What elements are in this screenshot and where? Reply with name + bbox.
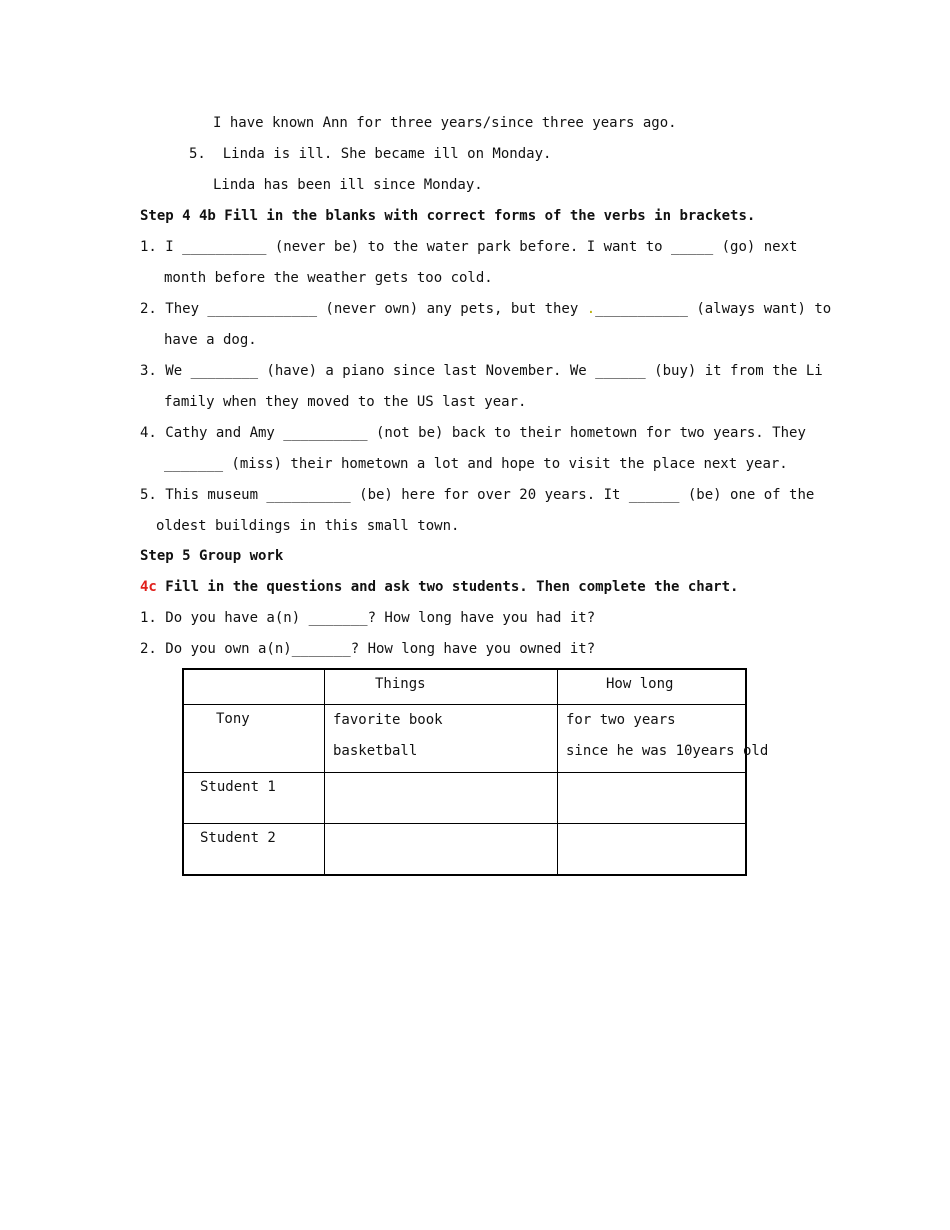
- row-name-tony: Tony: [183, 705, 325, 773]
- exercise-3-line-1: 3. We ________ (have) a piano since last November. We ______ (buy) it from the Li: [140, 363, 823, 379]
- table-row: [183, 824, 746, 876]
- tony-duration-1: for two years: [566, 712, 676, 728]
- student-2-things-cell: [325, 824, 558, 876]
- tony-duration-2: since he was 10years old: [566, 743, 769, 759]
- example-answer-5: Linda has been ill since Monday.: [213, 177, 483, 193]
- row-name-student-1: Student 1: [183, 773, 325, 824]
- tony-things-cell: [325, 705, 558, 773]
- exercise-2-text-a: 2. They _____________ (never own) any pets, but they: [140, 301, 587, 317]
- student-2-how-long-cell: [558, 824, 747, 876]
- example-sentence-5: 5. Linda is ill. She became ill on Monday.: [189, 146, 552, 162]
- student-1-how-long-cell: [558, 773, 747, 824]
- group-question-2: 2. Do you own a(n)_______? How long have you owned it?: [140, 641, 596, 657]
- exercise-2-line-2: have a dog.: [164, 332, 257, 348]
- chart-header-row: [183, 669, 746, 705]
- example-answer-4: I have known Ann for three years/since three years ago.: [213, 115, 677, 131]
- exercise-1-line-1: 1. I __________ (never be) to the water park before. I want to _____ (go) next: [140, 239, 798, 255]
- stray-dot-mark: .: [586, 301, 596, 317]
- step4-heading: Step 4 4b Fill in the blanks with correct forms of the verbs in brackets.: [140, 208, 756, 224]
- exercise-5-line-2: oldest buildings in this small town.: [156, 518, 460, 534]
- student-1-things-cell: [325, 773, 558, 824]
- tony-thing-1: favorite book: [333, 712, 443, 728]
- header-things: Things: [325, 669, 558, 705]
- table-row: [183, 705, 746, 773]
- tony-thing-2: basketball: [333, 743, 418, 759]
- row-name-student-2: Student 2: [183, 824, 325, 876]
- header-corner-cell: [183, 669, 325, 705]
- exercise-4-line-2: _______ (miss) their hometown a lot and hope to visit the place next year.: [164, 456, 788, 472]
- task-tag: 4c: [140, 579, 157, 595]
- table-row: [183, 773, 746, 824]
- step5-heading: Step 5 Group work: [140, 548, 284, 564]
- task-4c-heading: [140, 577, 738, 597]
- exercise-5-line-1: 5. This museum __________ (be) here for over 20 years. It ______ (be) one of the: [140, 487, 815, 503]
- group-question-1: 1. Do you have a(n) _______? How long have you had it?: [140, 610, 596, 626]
- exercise-4-line-1: 4. Cathy and Amy __________ (not be) back to their hometown for two years. They: [140, 425, 806, 441]
- exercise-2-text-b: ___________ (always want) to: [595, 301, 832, 317]
- exercise-1-line-2: month before the weather gets too cold.: [164, 270, 493, 286]
- exercise-2-line-1: [140, 299, 831, 319]
- survey-chart: [182, 668, 769, 876]
- tony-how-long-cell: [558, 705, 769, 773]
- header-how-long: How long: [558, 669, 747, 705]
- exercise-3-line-2: family when they moved to the US last year.: [164, 394, 527, 410]
- task-instruction: Fill in the questions and ask two students. Then complete the chart.: [156, 579, 739, 595]
